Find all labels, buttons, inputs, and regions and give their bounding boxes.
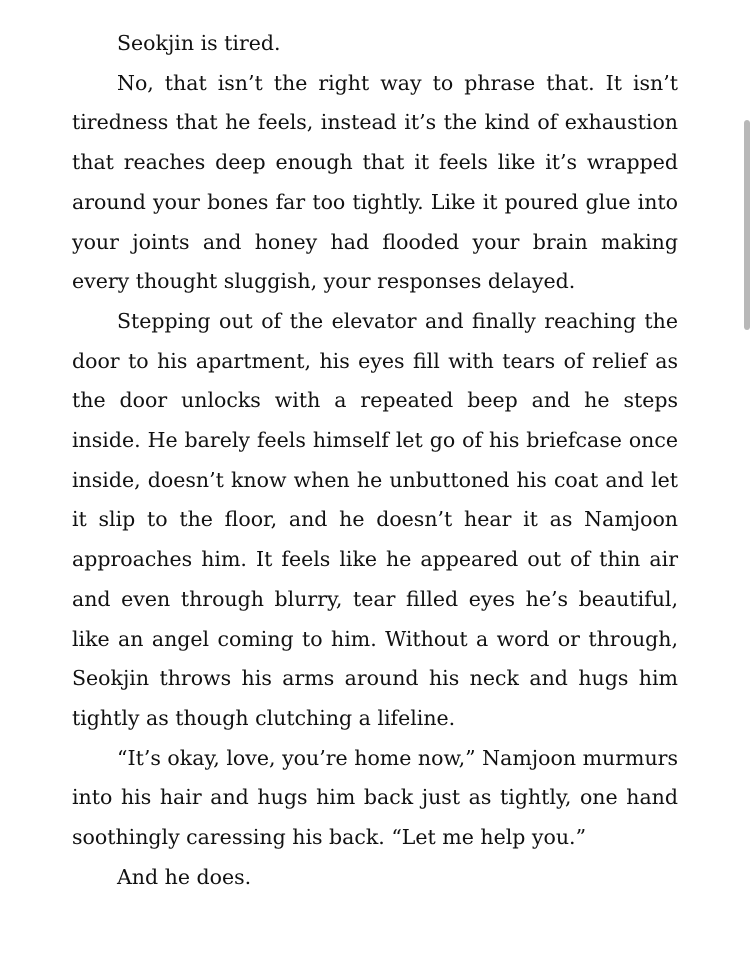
paragraph: Seokjin is tired. (117, 31, 281, 55)
paragraph: Stepping out of the elevator and finally reaching the door to his apartment, his eyes fill with tears of relief as the door unlocks with a repeated beep and he steps inside. He barely feels himself let go of his briefcase once inside, doesn’t know when he unbuttoned his coat and let it slip to the floor, and he doesn’t hear it as Namjoon approaches him. It feels like he appeared out of thin air and even through blurry, tear filled eyes he’s beautiful, like an angel coming to him. Without a word or through, Seokjin throws his arms around his neck and hugs him tightly as though clutching a lifeline. (72, 308, 678, 730)
document-page (72, 24, 678, 897)
paragraph: And he does. (117, 864, 252, 889)
paragraph: “It’s okay, love, you’re home now,” Namjoon murmurs into his hair and hugs him back just as tightly, one hand soothingly caressing his back. “Let me help you.” (72, 745, 678, 850)
paragraph: No, that isn’t the right way to phrase that. It isn’t tiredness that he feels, instead it’s the kind of exhaustion that reaches deep enough that it feels like it’s wrapped around your bones far too tightly. Like it poured glue into your joints and honey had flooded your brain making every thought sluggish, your responses delayed. (72, 70, 678, 294)
vertical-scrollbar[interactable] (744, 120, 750, 330)
